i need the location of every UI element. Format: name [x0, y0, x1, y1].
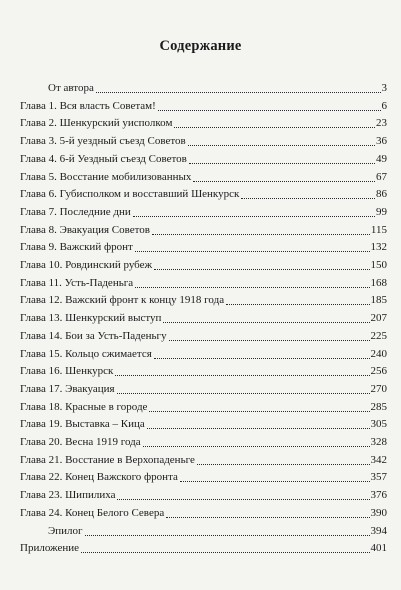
- dot-leader: [241, 198, 375, 199]
- toc-entry: [20, 97, 387, 113]
- dot-leader: [152, 234, 370, 235]
- toc-entry: [20, 309, 387, 325]
- toc-entry-page: 401: [370, 542, 387, 555]
- toc-entry-label: Глава 17. Эвакуация: [20, 382, 115, 395]
- toc-entry-page: 132: [370, 241, 387, 254]
- toc-entry-label: Приложение: [20, 542, 80, 555]
- toc-entry-page: 23: [376, 117, 387, 130]
- toc-entry: [20, 380, 387, 396]
- toc-entry-page: 270: [370, 382, 387, 395]
- toc-entry-page: 185: [370, 294, 387, 307]
- dot-leader: [135, 287, 369, 288]
- toc-entry: [20, 132, 387, 148]
- dot-leader: [169, 340, 370, 341]
- toc-entry-label: От автора: [48, 82, 94, 94]
- toc-entry-label: Глава 12. Важский фронт к концу 1918 года: [20, 294, 225, 307]
- toc-entry: [20, 398, 387, 414]
- dot-leader: [180, 481, 370, 482]
- toc-entry-label: Глава 7. Последние дни: [20, 205, 131, 218]
- toc-entry-page: 357: [370, 471, 387, 484]
- dot-leader: [188, 145, 375, 146]
- toc-entry-label: Глава 10. Ровдинский рубеж: [20, 259, 153, 271]
- toc-entry: [48, 522, 387, 538]
- toc-entry-page: 36: [376, 135, 387, 148]
- toc-entry-label: Глава 20. Весна 1919 года: [20, 436, 141, 448]
- toc-entry-page: 6: [381, 99, 387, 112]
- dot-leader: [135, 251, 370, 252]
- toc-entry: [20, 256, 387, 272]
- dot-leader: [81, 552, 369, 553]
- toc-entry: [20, 415, 387, 431]
- dot-leader: [193, 181, 375, 182]
- toc-entry-page: 150: [370, 259, 387, 271]
- toc-entry: [20, 291, 387, 307]
- toc-entry-label: Глава 18. Красные в городе: [20, 400, 148, 413]
- dot-leader: [226, 304, 369, 305]
- toc-entry-page: 256: [370, 365, 387, 378]
- dot-leader: [115, 375, 369, 376]
- toc-entry-label: Глава 15. Кольцо сжимается: [20, 347, 152, 360]
- dot-leader: [85, 535, 370, 536]
- toc-entry-page: 328: [370, 436, 387, 448]
- toc-entry-page: 99: [376, 205, 387, 218]
- toc-entry-page: 394: [370, 524, 387, 537]
- page-title: Содержание: [159, 38, 242, 54]
- toc-entry: [20, 468, 387, 484]
- toc-entry-label: Глава 19. Выставка – Кица: [20, 418, 145, 431]
- toc-entry-label: Глава 9. Важский фронт: [20, 241, 133, 254]
- toc-entry-page: 376: [370, 489, 387, 502]
- toc-entry-page: 168: [370, 276, 387, 289]
- toc-entry: [20, 451, 387, 467]
- toc-entry: [20, 203, 387, 219]
- dot-leader: [147, 428, 370, 429]
- dot-leader: [174, 127, 375, 128]
- toc-entry: [20, 345, 387, 361]
- dot-leader: [117, 499, 369, 500]
- dot-leader: [96, 92, 381, 93]
- toc-entry-page: 49: [376, 152, 387, 165]
- toc-entry-label: Глава 11. Усть-Паденьга: [20, 276, 134, 289]
- toc-entry: [48, 79, 387, 95]
- toc-entry: [20, 150, 387, 166]
- toc-entry: [20, 539, 387, 555]
- toc-entry-label: Глава 6. Губисполком и восставший Шенкурск: [20, 188, 240, 201]
- toc-entry-label: Эпилог: [48, 524, 83, 537]
- dot-leader: [197, 464, 370, 465]
- toc-entry-label: Глава 2. Шенкурский уисполком: [20, 117, 173, 130]
- toc-entry-page: 342: [370, 453, 387, 466]
- toc-entry-label: Глава 3. 5-й уездный съезд Советов: [20, 135, 186, 148]
- toc-entry-label: Глава 24. Конец Белого Севера: [20, 506, 165, 519]
- toc-entry-page: 86: [376, 188, 387, 201]
- toc-entry: [20, 114, 387, 130]
- toc-entry-page: 115: [370, 223, 387, 236]
- dot-leader: [154, 269, 369, 270]
- dot-leader: [189, 163, 375, 164]
- toc-entry: [20, 185, 387, 201]
- dot-leader: [158, 110, 381, 111]
- toc-entry-label: Глава 13. Шенкурский выступ: [20, 312, 162, 325]
- dot-leader: [143, 446, 370, 447]
- dot-leader: [117, 393, 370, 394]
- toc-entry-label: Глава 23. Шипилиха: [20, 489, 116, 502]
- toc-entry: [20, 221, 387, 237]
- dot-leader: [163, 322, 369, 323]
- dot-leader: [154, 358, 370, 359]
- toc-entry-label: Глава 22. Конец Важского фронта: [20, 471, 178, 484]
- toc-entry: [20, 504, 387, 520]
- dot-leader: [133, 216, 375, 217]
- toc-entry: [20, 486, 387, 502]
- toc-entry-page: 305: [370, 418, 387, 431]
- toc-entry-label: Глава 1. Вся власть Советам!: [20, 99, 156, 112]
- toc-entry-page: 207: [370, 312, 387, 325]
- toc-entry: [20, 433, 387, 449]
- toc-entry: [20, 238, 387, 254]
- toc-entry-page: 390: [370, 506, 387, 519]
- toc-entry-page: 67: [376, 170, 387, 183]
- toc-entry-label: Глава 5. Восстание мобилизованных: [20, 170, 192, 183]
- toc-entry-page: 240: [370, 347, 387, 360]
- toc-entry-label: Глава 4. 6-й Уездный съезд Советов: [20, 152, 187, 165]
- toc-entry: [20, 362, 387, 378]
- toc-entry: [20, 168, 387, 184]
- toc-entry-page: 225: [370, 329, 387, 342]
- toc-entry-label: Глава 21. Восстание в Верхопаденьге: [20, 453, 195, 466]
- dot-leader: [166, 517, 369, 518]
- toc-entry-label: Глава 16. Шенкурск: [20, 365, 114, 378]
- toc-entry-page: 3: [381, 82, 387, 94]
- toc-entry: [20, 274, 387, 290]
- toc-entry-label: Глава 14. Бои за Усть-Паденьгу: [20, 329, 167, 342]
- toc-entry-page: 285: [370, 400, 387, 413]
- toc-entry: [20, 327, 387, 343]
- dot-leader: [149, 411, 369, 412]
- toc-entry-label: Глава 8. Эвакуация Советов: [20, 223, 150, 236]
